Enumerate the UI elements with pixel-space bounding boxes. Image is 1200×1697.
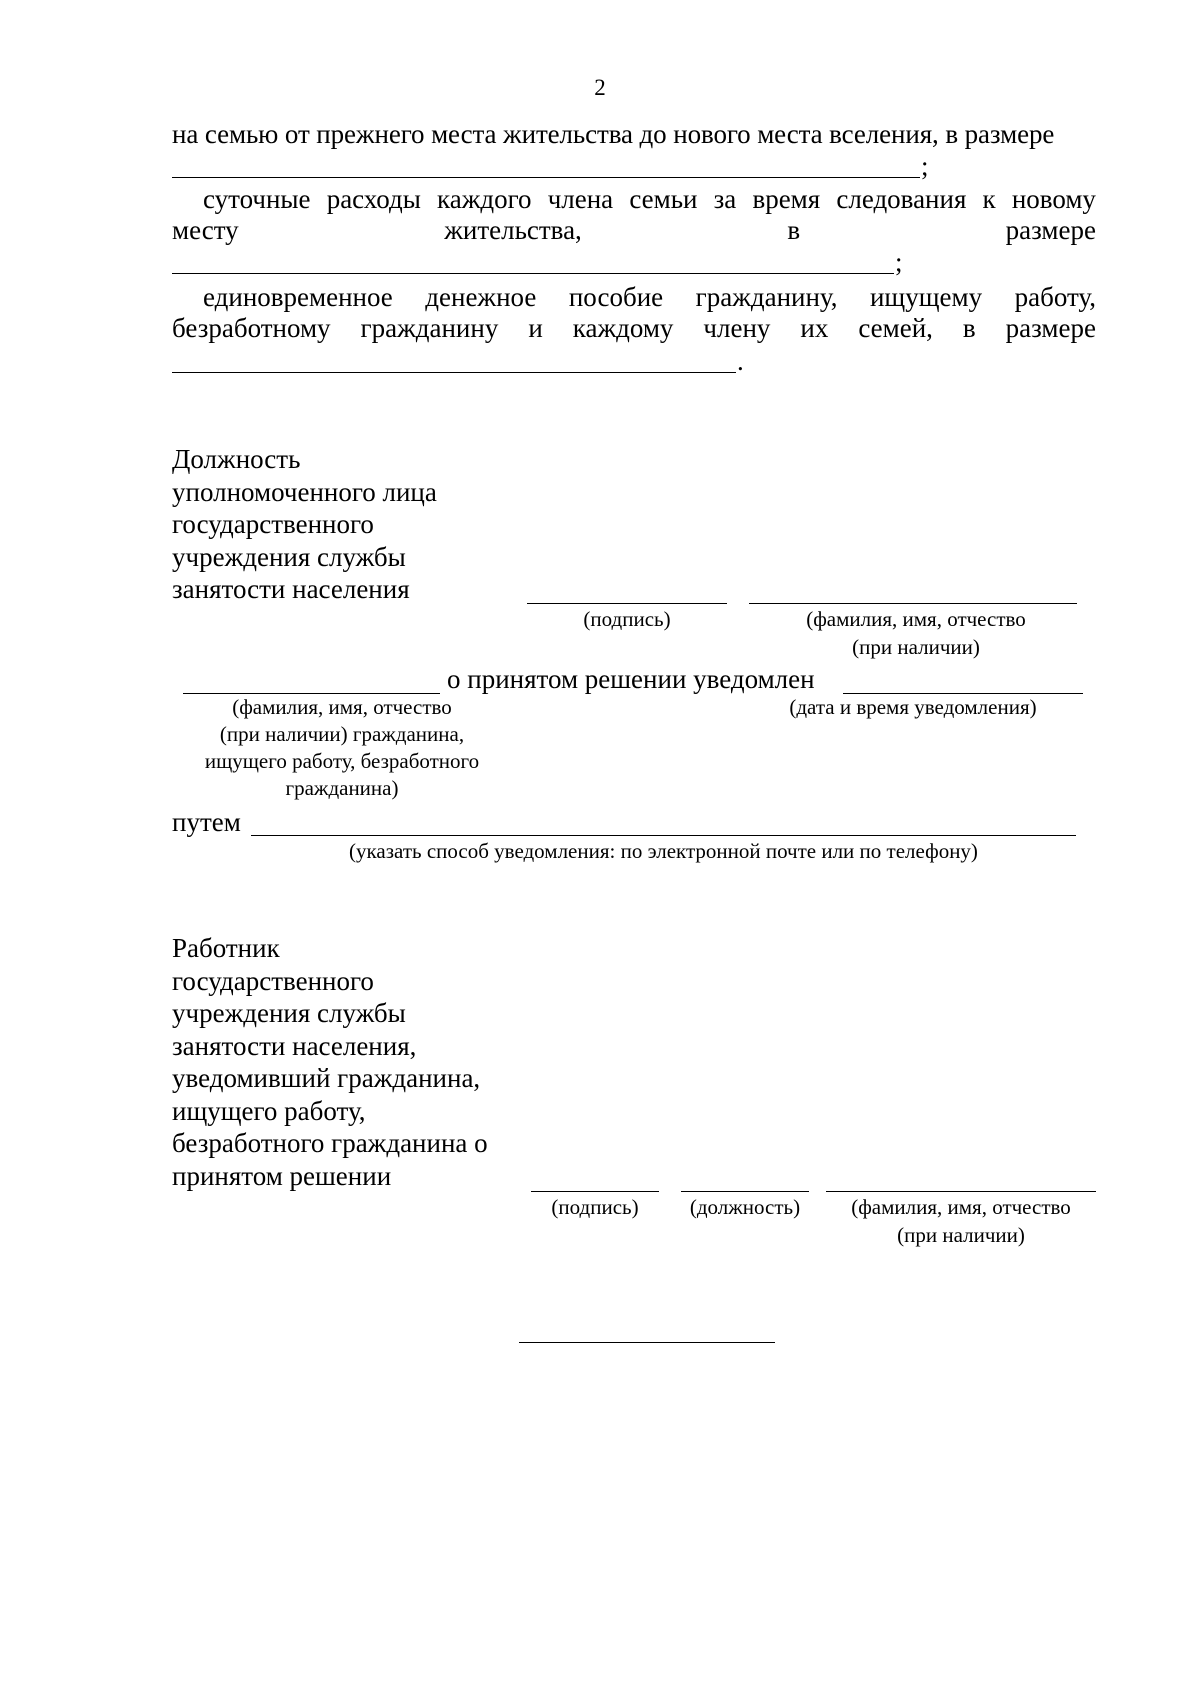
word: работу, <box>1014 282 1096 312</box>
word: размере <box>1005 313 1096 343</box>
employee-title-line: Работник <box>172 933 280 963</box>
official-title-line: учреждения службы <box>172 541 406 572</box>
employee-signature-line[interactable] <box>531 1191 659 1192</box>
word: безработному <box>172 313 331 343</box>
official-name-caption-line-1: (фамилия, имя, отчество <box>806 607 1026 631</box>
word: в <box>962 313 976 343</box>
word: к <box>982 184 996 214</box>
word: новому <box>1011 184 1096 214</box>
word: члену <box>703 313 771 343</box>
semicolon: ; <box>921 151 929 181</box>
word: денежное <box>425 282 537 312</box>
citizen-caption-line: гражданина) <box>285 776 399 800</box>
word: ищущему <box>869 282 983 312</box>
page-number: 2 <box>594 75 606 100</box>
official-title <box>172 443 437 606</box>
paragraph-1-line-1: на семью от прежнего места жительства до нового места вселения, в размере <box>172 119 1055 149</box>
blank-line-daily-expenses[interactable] <box>172 273 894 274</box>
word: каждому <box>572 313 674 343</box>
employee-title-line: государственного <box>172 965 374 996</box>
official-signature-caption: (подпись) <box>583 607 671 631</box>
word: их <box>800 313 829 343</box>
word: за <box>713 184 737 214</box>
official-title-line: Должность <box>172 444 301 474</box>
word: жительства, <box>444 215 582 245</box>
official-title-line: уполномоченного лица <box>172 476 437 507</box>
employee-position-caption: (должность) <box>689 1195 801 1219</box>
official-title-line: государственного <box>172 509 374 539</box>
official-name-caption-line-2: (при наличии) <box>852 635 980 659</box>
employee-signature-caption: (подпись) <box>551 1195 639 1219</box>
citizen-caption-line: ищущего работу, безработного <box>204 749 480 773</box>
semicolon: ; <box>895 247 903 277</box>
citizen-caption-line: (фамилия, имя, отчество <box>232 695 452 719</box>
employee-title-line: принятом решении <box>172 1160 392 1191</box>
word: каждого <box>437 184 532 214</box>
word: следования <box>836 184 967 214</box>
official-title-line: занятости населения <box>172 574 410 604</box>
employee-name-caption-line-1: (фамилия, имя, отчество <box>851 1195 1071 1219</box>
word: в <box>787 215 801 245</box>
period: . <box>737 346 744 376</box>
method-caption: (указать способ уведомления: по электронной почте или по телефону) <box>349 839 978 863</box>
employee-title-line: безработного гражданина о <box>172 1128 488 1158</box>
word: и <box>528 313 543 343</box>
word: расходы <box>326 184 421 214</box>
official-name-line[interactable] <box>749 603 1077 604</box>
blank-line-lump-sum[interactable] <box>172 372 736 373</box>
word: семьи <box>629 184 698 214</box>
employee-title-line: уведомивший гражданина, <box>172 1063 481 1093</box>
official-signature-line[interactable] <box>527 603 727 604</box>
employee-title-line: ищущего работу, <box>172 1095 366 1126</box>
paragraph-3-line-1 <box>203 281 1096 313</box>
word: семей, <box>858 313 933 343</box>
employee-name-line[interactable] <box>826 1191 1096 1192</box>
employee-title-line: учреждения службы <box>172 998 406 1028</box>
word: размере <box>1005 215 1096 245</box>
closing-rule <box>519 1342 775 1343</box>
employee-position-line[interactable] <box>681 1191 809 1192</box>
word: гражданину <box>360 313 499 343</box>
employee-title-line: занятости населения, <box>172 1030 417 1061</box>
word: суточные <box>203 184 311 214</box>
citizen-caption <box>172 694 512 802</box>
paragraph-2-line-1 <box>203 183 1096 215</box>
word: гражданину, <box>695 282 838 312</box>
citizen-caption-line: (при наличии) гражданина, <box>219 722 465 746</box>
employee-title <box>172 932 488 1192</box>
word: члена <box>547 184 614 214</box>
blank-line-relocation-amount[interactable] <box>172 177 920 178</box>
paragraph-2-line-2 <box>172 214 1096 246</box>
employee-name-caption-line-2: (при наличии) <box>897 1223 1025 1247</box>
method-label: путем <box>172 807 241 837</box>
word: время <box>752 184 821 214</box>
word: единовременное <box>203 282 393 312</box>
word: месту <box>172 215 239 245</box>
notification-method-line[interactable] <box>251 835 1076 836</box>
word: пособие <box>568 282 664 312</box>
paragraph-3-line-2 <box>172 312 1096 344</box>
datetime-caption: (дата и время уведомления) <box>789 695 1037 719</box>
notification-text: о принятом решении уведомлен <box>447 664 815 694</box>
